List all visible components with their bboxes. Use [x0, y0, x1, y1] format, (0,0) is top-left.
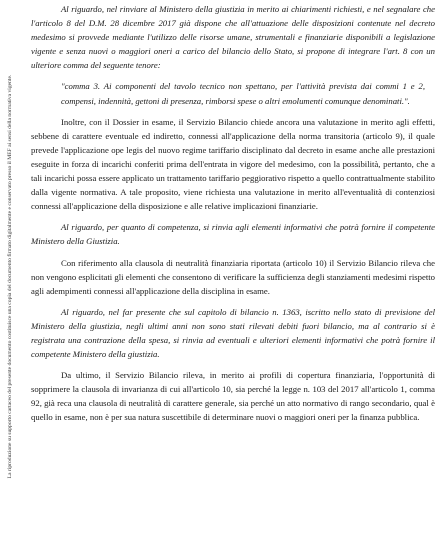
paragraph-4: Con riferimento alla clausola di neutralità finanziaria riportata (articolo 10) il Servizio Bilancio rileva che non vengono esplicitati gli elementi che consentono di verificare la sufficienza degli stanziamenti medesimi rispetto agli adempimenti connessi all'applicazione della disciplina in esame. [31, 257, 435, 296]
margin-note-text: La riproduzione su supporto cartaceo del presente documento costituisce una copia del documento firmato digitalmente e conservato presso il MEF ai sensi della normativa vigente. [7, 74, 13, 479]
paragraph-6: Da ultimo, il Servizio Bilancio rileva, in merito ai profili di copertura finanziaria, l'opportunità di sopprimere la clausola di invarianza di cui all'articolo 10, sia perché la legge n. 103 del 2017 all'articolo 1, comma 92, già reca una clausola di neutralità di carattere generale, sia perché un atto normativo di rango secondario, qual è quello in esame, non è per sua natura suscettibile di determinare nuovi o maggiori oneri per la finanza pubblica. [31, 370, 435, 423]
document-body [31, 2, 435, 425]
paragraph-2: Inoltre, con il Dossier in esame, il Servizio Bilancio chiede ancora una valutazione in merito agli effetti, sebbene di carattere eventuale ed indiretto, connessi all'applicazione della norma transitoria (articolo 9), il quale prevede l'applicazione ope legis del nuovo regime tariffario disciplinato dal decreto in esame anche alle prestazioni eseguite in forza di incarichi conferiti prima dell'entrata in vigore del medesimo, con la possibilità, pertanto, che a tali incarichi possa essere applicato un trattamento tariffario peggiorativo rispetto a quello contrattualmente stabilito dalla vigente normativa. A tale proposito, viene richiesta una valutazione in merito all'eventualità di contenziosi connessi all'applicazione della disposizione e alle relative implicazioni finanziarie. [31, 116, 435, 212]
paragraph-5: Al riguardo, nel far presente che sul capitolo di bilancio n. 1363, iscritto nello stato di previsione del Ministero della giustizia, negli ultimi anni non sono stati rilevati debiti fuori bilancio, ma al contrario si è registrata una contrazione della spesa, si rinvia ad eventuali e ulteriori elementi informativi che potrà fornire il competente Ministero della giustizia. [31, 306, 435, 360]
side-margin-note [0, 0, 14, 553]
quoted-comma-3: "comma 3. Ai componenti del tavolo tecnico non spettano, per l'attività prevista dai commi 1 e 2, compensi, indennità, gettoni di presenza, rimborsi spese o altri emolumenti comunque denominati.". [61, 81, 425, 106]
paragraph-3: Al riguardo, per quanto di competenza, si rinvia agli elementi informativi che potrà fornire il competente Ministero della Giustizia. [31, 222, 435, 247]
paragraph-1: Al riguardo, nel rinviare al Ministero della giustizia in merito ai chiarimenti richiesti, e nel segnalare che l'articolo 8 del D.M. 28 dicembre 2017 già dispone che all'attuazione delle disposizioni contenute nel decreto medesimo si provvede mediante l'utilizzo delle risorse umane, strumentali e finanziarie disponibili a legislazione vigente e senza nuovi o maggiori oneri a carico del bilancio dello Stato, si propone di integrare l'art. 8 con un ulteriore comma del seguente tenore: [31, 4, 435, 71]
